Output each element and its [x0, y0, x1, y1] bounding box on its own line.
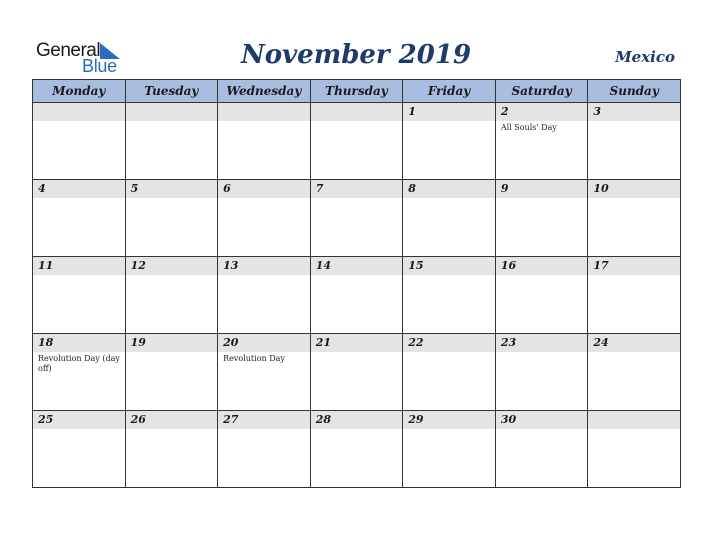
day-cell [495, 103, 588, 180]
day-number [33, 103, 125, 121]
day-cell [218, 180, 311, 257]
day-cell [310, 257, 403, 334]
day-cell [33, 103, 126, 180]
day-number: 6 [218, 180, 310, 198]
day-number: 24 [588, 334, 680, 352]
day-number [311, 103, 403, 121]
weekday-header: Thursday [310, 80, 403, 103]
day-cell [310, 180, 403, 257]
day-cell [310, 103, 403, 180]
day-cell [403, 180, 496, 257]
day-cell [33, 257, 126, 334]
logo-general-text: General [36, 40, 101, 61]
day-cell [218, 103, 311, 180]
day-number: 30 [496, 411, 588, 429]
calendar-grid [32, 79, 681, 488]
day-number: 5 [126, 180, 218, 198]
day-number: 29 [403, 411, 495, 429]
day-number: 11 [33, 257, 125, 275]
holiday-label: Revolution Day [223, 354, 285, 363]
calendar-title: November 2019 [240, 40, 472, 70]
weekday-header-row [33, 80, 681, 103]
day-number: 27 [218, 411, 310, 429]
day-number [588, 411, 680, 429]
day-number: 2 [496, 103, 588, 121]
day-number: 26 [126, 411, 218, 429]
country-label: Mexico [615, 48, 675, 66]
week-row [33, 257, 681, 334]
day-number: 17 [588, 257, 680, 275]
week-row [33, 103, 681, 180]
day-cell [125, 257, 218, 334]
day-number: 18 [33, 334, 125, 352]
day-number: 8 [403, 180, 495, 198]
day-number: 1 [403, 103, 495, 121]
day-cell [310, 411, 403, 488]
holiday-label: Revolution Day (day off) [38, 354, 120, 373]
day-cell [310, 334, 403, 411]
day-number: 20 [218, 334, 310, 352]
weekday-header: Saturday [495, 80, 588, 103]
day-number: 22 [403, 334, 495, 352]
day-cell [403, 411, 496, 488]
day-cell [588, 103, 681, 180]
day-cell [218, 257, 311, 334]
day-cell [33, 334, 126, 411]
day-cell [33, 180, 126, 257]
day-cell [125, 103, 218, 180]
day-cell [495, 334, 588, 411]
day-number: 15 [403, 257, 495, 275]
day-cell [218, 411, 311, 488]
logo-blue-text: Blue [82, 56, 117, 76]
day-cell [495, 180, 588, 257]
day-number: 10 [588, 180, 680, 198]
day-number: 16 [496, 257, 588, 275]
day-cell [125, 334, 218, 411]
day-cell [588, 257, 681, 334]
day-cell [33, 411, 126, 488]
day-cell [403, 103, 496, 180]
day-cell [495, 411, 588, 488]
day-number: 9 [496, 180, 588, 198]
day-number: 19 [126, 334, 218, 352]
day-number: 13 [218, 257, 310, 275]
day-number [218, 103, 310, 121]
day-cell [125, 411, 218, 488]
weekday-header: Monday [33, 80, 126, 103]
day-number: 23 [496, 334, 588, 352]
day-number: 28 [311, 411, 403, 429]
week-row [33, 411, 681, 488]
week-row [33, 180, 681, 257]
weekday-header: Wednesday [218, 80, 311, 103]
day-number [126, 103, 218, 121]
day-cell [403, 334, 496, 411]
weekday-header: Sunday [588, 80, 681, 103]
day-number: 25 [33, 411, 125, 429]
day-number: 3 [588, 103, 680, 121]
day-cell [495, 257, 588, 334]
day-number: 7 [311, 180, 403, 198]
day-cell [403, 257, 496, 334]
week-row [33, 334, 681, 411]
weekday-header: Tuesday [125, 80, 218, 103]
day-cell [588, 411, 681, 488]
day-number: 14 [311, 257, 403, 275]
day-number: 4 [33, 180, 125, 198]
day-cell [125, 180, 218, 257]
weekday-header: Friday [403, 80, 496, 103]
day-cell [588, 180, 681, 257]
holiday-label: All Souls' Day [500, 123, 557, 132]
day-number: 12 [126, 257, 218, 275]
day-number: 21 [311, 334, 403, 352]
day-cell [588, 334, 681, 411]
day-cell [218, 334, 311, 411]
